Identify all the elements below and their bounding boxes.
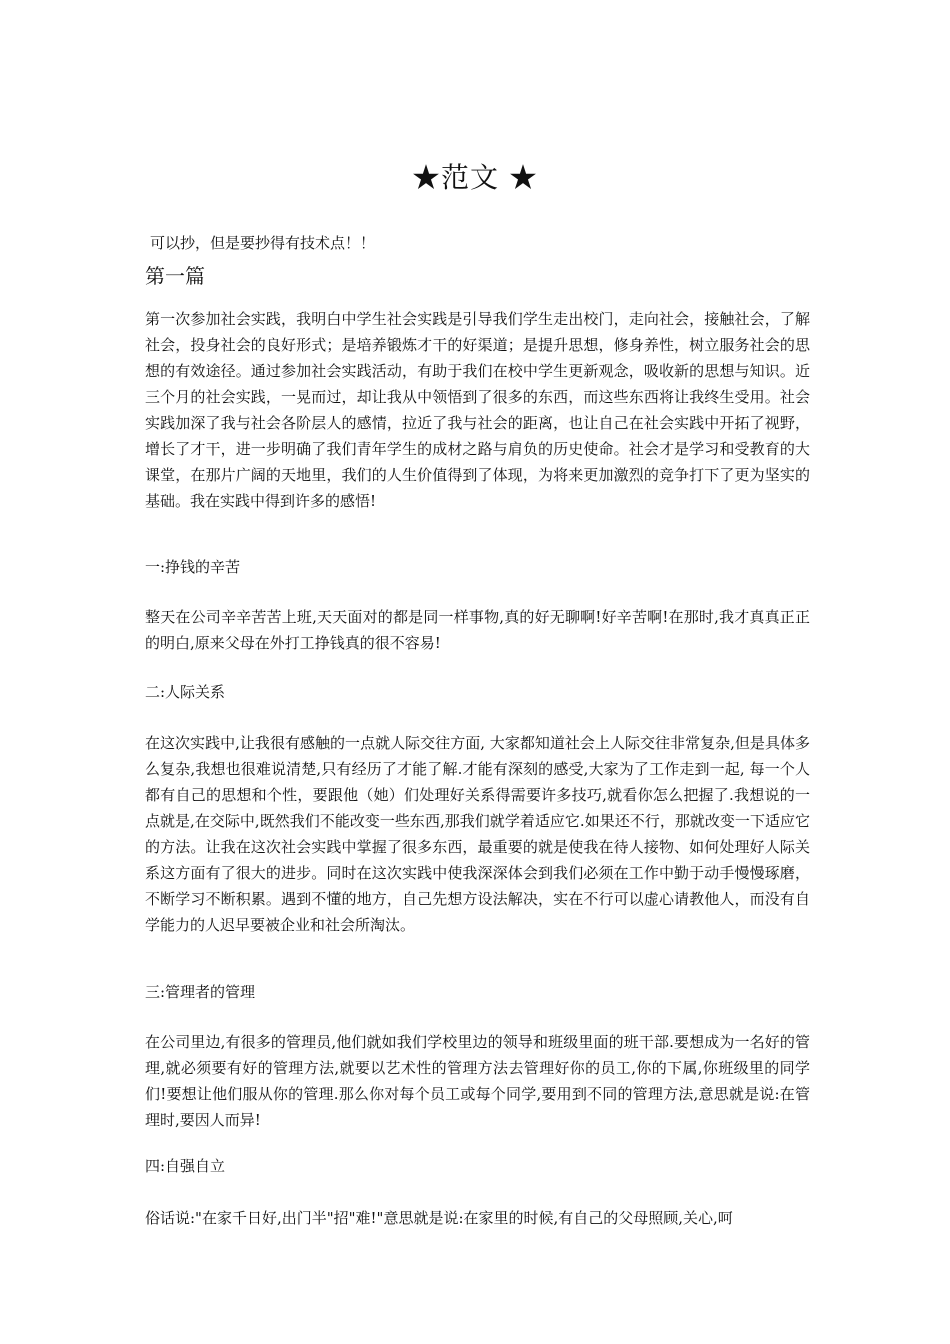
- section-paragraph: 在这次实践中,让我很有感触的一点就人际交往方面, 大家都知道社会上人际交往非常复杂,但是具体多么复杂,我想也很难说清楚,只有经历了才能了解.才能有深刻的感受,大家为了工作走到一起, 每一个人都有自己的思想和个性，要跟他（她）们处理好关系得需要许多技巧,就看你怎么把握了.我想说的一点就是,在交际中,既然我们不能改变一些东西,那我们就学着适应它.如果还不行，那就改变一下适应它的方法。让我在这次社会实践中掌握了很多东西，最重要的就是使我在待人接物、如何处理好人际关系这方面有了很大的进步。同时在这次实践中使我深深体会到我们必须在工作中勤于动手慢慢琢磨，不断学习不断积累。遇到不懂的地方，自己先想方设法解决，实在不行可以虚心请教他人，而没有自学能力的人迟早要被企业和社会所淘汰。: [145, 734, 810, 934]
- section-title: 三:管理者的管理: [145, 983, 256, 1001]
- section-title: 四:自强自立: [145, 1157, 226, 1175]
- section-paragraph: 在公司里边,有很多的管理员,他们就如我们学校里边的领导和班级里面的班干部.要想成为一名好的管理,就必须要有好的管理方法,就要以艺术性的管理方法去管理好你的员工,你的下属,你班级里的同学们!要想让他们服从你的管理.那么你对每个员工或每个同学,要用到不同的管理方法,意思就是说:在管理时,要因人而异!: [145, 1033, 810, 1129]
- section-title: 二:人际关系: [145, 683, 226, 701]
- section-title: 一:挣钱的辛苦: [145, 558, 241, 576]
- section-paragraph: 整天在公司辛辛苦苦上班,天天面对的都是同一样事物,真的好无聊啊!好辛苦啊!在那时,我才真真正正的明白,原来父母在外打工挣钱真的很不容易!: [145, 608, 810, 652]
- section-paragraph: 俗话说:"在家千日好,出门半"招"难!"意思就是说:在家里的时候,有自己的父母照顾,关心,呵: [145, 1209, 733, 1227]
- part-heading: 第一篇: [145, 264, 205, 288]
- subtitle-note: 可以抄，但是要抄得有技术点！！: [150, 234, 376, 252]
- page-title: ★范文 ★: [412, 161, 538, 194]
- intro-paragraph: 第一次参加社会实践，我明白中学生社会实践是引导我们学生走出校门，走向社会，接触社会，了解社会，投身社会的良好形式；是培养锻炼才干的好渠道；是提升思想，修身养性，树立服务社会的思想的有效途径。通过参加社会实践活动，有助于我们在校中学生更新观念，吸收新的思想与知识。近三个月的社会实践，一晃而过，却让我从中领悟到了很多的东西，而这些东西将让我终生受用。社会实践加深了我与社会各阶层人的感情，拉近了我与社会的距离，也让自己在社会实践中开拓了视野，增长了才干，进一步明确了我们青年学生的成材之路与肩负的历史使命。社会才是学习和受教育的大课堂，在那片广阔的天地里，我们的人生价值得到了体现，为将来更加激烈的竞争打下了更为坚实的基础。我在实践中得到许多的感悟!: [145, 310, 810, 510]
